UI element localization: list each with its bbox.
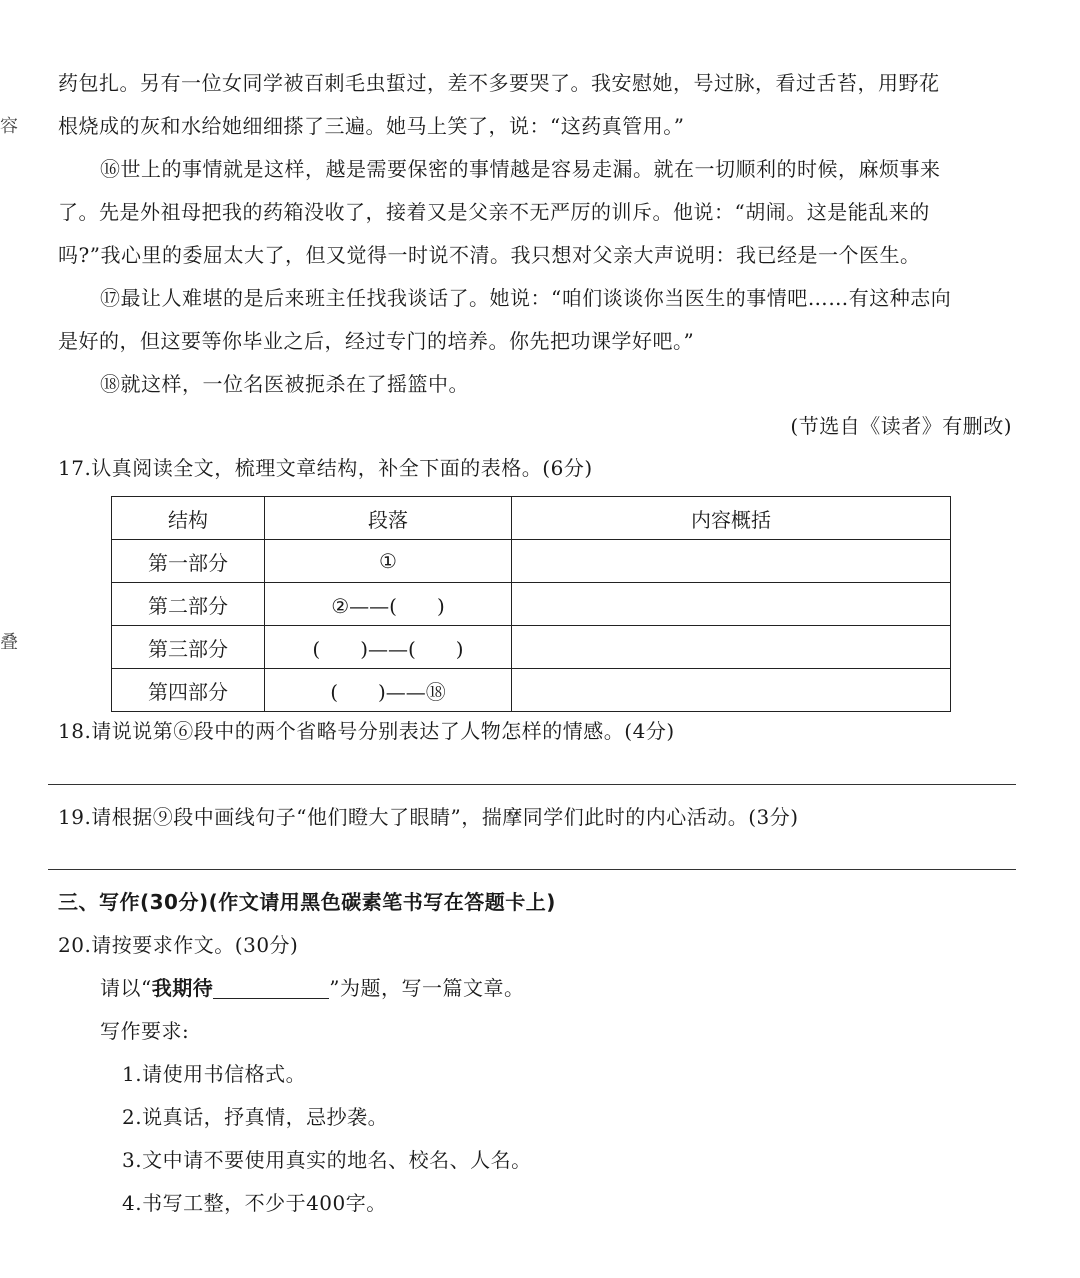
requirement-item: 4.书写工整，不少于400字。 xyxy=(122,1191,387,1215)
table-row xyxy=(112,540,951,583)
section-heading: 三、写作(30分)(作文请用黑色碳素笔书写在答题卡上) xyxy=(58,890,556,914)
part-cell: 第四部分 xyxy=(112,669,265,712)
essay-title: 我期待 xyxy=(151,976,214,1000)
answer-line[interactable] xyxy=(48,784,1016,785)
passage-source: (节选自《读者》有删改) xyxy=(790,414,1012,438)
summary-cell[interactable] xyxy=(512,669,951,712)
part-cell: 第三部分 xyxy=(112,626,265,669)
table-header-row xyxy=(112,497,951,540)
question-17: 17.认真阅读全文，梳理文章结构，补全下面的表格。(6分) xyxy=(58,456,593,480)
passage-line: 了。先是外祖母把我的药箱没收了，接着又是父亲不无严厉的训斥。他说：“胡闹。这是能乱来的 xyxy=(58,200,930,224)
passage-line: 是好的，但这要等你毕业之后，经过专门的培养。你先把功课学好吧。” xyxy=(58,329,695,353)
question-20: 20.请按要求作文。(30分) xyxy=(58,933,299,957)
passage-line: ⑰最让人难堪的是后来班主任找我谈话了。她说：“咱们谈谈你当医生的事情吧……有这种志向 xyxy=(100,286,952,310)
answer-line[interactable] xyxy=(48,869,1016,870)
paragraph-cell: ( )——⑱ xyxy=(265,669,512,712)
table-row xyxy=(112,669,951,712)
prompt-suffix: ”为题，写一篇文章。 xyxy=(329,976,525,1000)
paragraph-cell: ②——( ) xyxy=(265,583,512,626)
prompt-prefix: 请以“ xyxy=(100,976,152,1000)
table-row xyxy=(112,583,951,626)
requirements-label: 写作要求: xyxy=(100,1019,190,1043)
passage-line: 药包扎。另有一位女同学被百刺毛虫蜇过，差不多要哭了。我安慰她，号过脉，看过舌苔，用野花 xyxy=(58,71,940,95)
passage-line: 吗?”我心里的委屈太大了，但又觉得一时说不清。我只想对父亲大声说明：我已经是一个医生。 xyxy=(58,243,921,267)
table-header: 段落 xyxy=(265,497,512,540)
requirement-item: 3.文中请不要使用真实的地名、校名、人名。 xyxy=(122,1148,532,1172)
title-blank[interactable] xyxy=(213,976,329,999)
margin-mark: 叠 xyxy=(0,632,18,653)
table-header: 结构 xyxy=(112,497,265,540)
structure-table xyxy=(111,496,951,712)
summary-cell[interactable] xyxy=(512,583,951,626)
passage-line: ⑱就这样，一位名医被扼杀在了摇篮中。 xyxy=(100,372,469,396)
passage-line: 根烧成的灰和水给她细细搽了三遍。她马上笑了，说：“这药真管用。” xyxy=(58,114,685,138)
summary-cell[interactable] xyxy=(512,540,951,583)
passage-line: ⑯世上的事情就是这样，越是需要保密的事情越是容易走漏。就在一切顺利的时候，麻烦事来 xyxy=(100,157,941,181)
question-19: 19.请根据⑨段中画线句子“他们瞪大了眼睛”，揣摩同学们此时的内心活动。(3分) xyxy=(58,805,799,829)
question-18: 18.请说说第⑥段中的两个省略号分别表达了人物怎样的情感。(4分) xyxy=(58,719,675,743)
margin-mark: 容 xyxy=(0,116,18,137)
requirement-item: 2.说真话，抒真情，忌抄袭。 xyxy=(122,1105,389,1129)
table-row xyxy=(112,626,951,669)
part-cell: 第一部分 xyxy=(112,540,265,583)
paragraph-cell: ① xyxy=(265,540,512,583)
essay-prompt xyxy=(100,973,524,1003)
paragraph-cell: ( )——( ) xyxy=(265,626,512,669)
summary-cell[interactable] xyxy=(512,626,951,669)
requirement-item: 1.请使用书信格式。 xyxy=(122,1062,307,1086)
table-header: 内容概括 xyxy=(512,497,951,540)
part-cell: 第二部分 xyxy=(112,583,265,626)
